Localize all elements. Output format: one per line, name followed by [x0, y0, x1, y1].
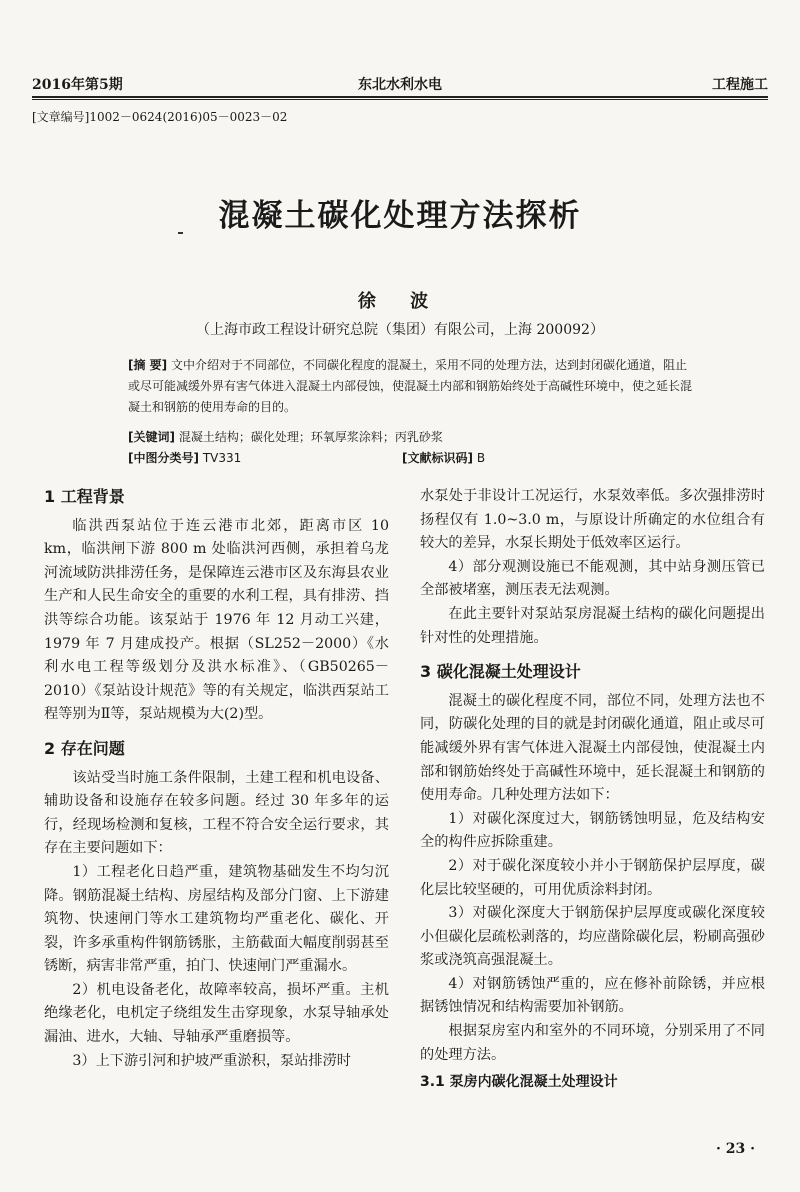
paragraph: 4）部分观测设施已不能观测，其中站身测压管已全部被堵塞，测压表无法观测。 — [420, 558, 765, 599]
affiliation: （上海市政工程设计研究总院（集团）有限公司，上海 200092） — [196, 322, 604, 338]
clc-number — [128, 448, 328, 469]
paragraph: 该站受当时施工条件限制，土建工程和机电设备、辅助设备和设施存在较多问题。经过 30 年多年的运行，经现场检测和复核，工程不符合安全运行要求，其存在主要问题如下： — [44, 769, 389, 857]
paragraph: 1）工程老化日趋严重，建筑物基础发生不均匀沉降。钢筋混凝土结构、房屋结构及部分门窗、上下游建筑物、快速闸门等水工建筑物均严重老化、碳化、开裂，许多承重构件钢筋锈胀，主筋截面大幅度削弱甚至锈断，病害非常严重，拍门、快速闸门严重漏水。 — [44, 863, 389, 975]
abstract-text: 文中介绍对于不同部位，不同碳化程度的混凝土，采用不同的处理方法，达到封闭碳化通道，阻止或尽可能减缓外界有害气体进入混凝土内部侵蚀，使混凝土内部和钢筋始终处于高碱性环境中，使之延长混凝土和钢筋的使用寿命的目的。 — [128, 358, 693, 414]
section-label: 工程施工 — [712, 77, 768, 93]
article-number: [文章编号]1002－0624(2016)05－0023－02 — [32, 110, 288, 124]
doc-code-label: [文献标识码] — [402, 451, 473, 465]
issue-label: 2016年第5期 — [32, 77, 123, 93]
keywords-text: 混凝土结构；碳化处理；环氧厚浆涂料；丙乳砂浆 — [178, 430, 443, 444]
keywords — [128, 427, 693, 448]
keywords-label: [关键词] — [128, 430, 175, 444]
paragraph: 根据泵房室内和室外的不同环境，分别采用了不同的处理方法。 — [420, 1023, 765, 1063]
paragraph: 2）机电设备老化，故障率较高，损坏严重。主机绝缘老化，电机定子绕组发生击穿现象，水泵导轴承处漏油、进水，大轴、导轴承严重磨损等。 — [44, 981, 389, 1046]
subsection-3-1-heading: 3.1 泵房内碳化混凝土处理设计 — [420, 1074, 618, 1091]
paragraph: 在此主要针对泵站泵房混凝土结构的碳化问题提出针对性的处理措施。 — [420, 605, 765, 646]
paragraph: 2）对于碳化深度较小并小于钢筋保护层厚度，碳化层比较坚硬的，可用优质涂料封闭。 — [420, 857, 765, 898]
abstract — [128, 355, 693, 418]
page-number: · 23 · — [716, 1141, 755, 1157]
paper-title: 混凝土碳化处理方法探析 — [218, 198, 582, 234]
journal-name: 东北水利水电 — [358, 77, 442, 93]
section-2-heading: 2 存在问题 — [44, 738, 125, 758]
doc-code-text: B — [476, 451, 486, 465]
paragraph: 混凝土的碳化程度不同，部位不同，处理方法也不同，防碳化处理的目的就是封闭碳化通道，阻止或尽可能减缓外界有害气体进入混凝土内部侵蚀，使混凝土内部和钢筋始终处于高碱性环境中，延长混凝土和钢筋的使用寿命。几种处理方法如下： — [420, 692, 765, 804]
left-column — [44, 485, 389, 1073]
abstract-label: [摘 要] — [128, 358, 168, 372]
paragraph: 1）对碳化深度过大，钢筋锈蚀明显，危及结构安全的构件应拆除重建。 — [420, 810, 765, 851]
running-header — [32, 74, 768, 96]
paragraph: 临洪西泵站位于连云港市北郊，距离市区 10 km，临洪闸下游 800 m 处临洪河西侧，承担着乌龙河流域防洪排涝任务，是保障连云港市区及东海县农业生产和人民生命安全的重要的水利工程，具有排涝、挡洪等综合功能。该泵站于 1976 年 12 月动工兴建，1979 年 7 月建成投产。根据（SL252－2000）《水利水电工程等级划分及洪水标准》、（GB50265－2010）《泵站设计规范》等的有关规定，临洪西泵站工程等别为Ⅱ等，泵站规模为大(2)型。 — [44, 517, 389, 723]
section-3-heading: 3 碳化混凝土处理设计 — [420, 662, 581, 682]
author: 徐 波 — [357, 291, 443, 312]
doc-code — [402, 448, 602, 469]
right-column — [420, 485, 765, 1095]
header-rule — [32, 96, 768, 98]
clc-text: TV331 — [202, 451, 242, 465]
stray-mark — [178, 232, 183, 234]
paragraph: 3）对碳化深度大于钢筋保护层厚度或碳化深度较小但碳化层疏松剥落的，均应凿除碳化层，粉刷高强砂浆或浇筑高强混凝土。 — [420, 905, 765, 969]
section-1-heading: 1 工程背景 — [44, 487, 125, 506]
paragraph: 3）上下游引河和护坡严重淤积，泵站排涝时 — [72, 1052, 351, 1069]
paragraph: 4）对钢筋锈蚀严重的，应在修补前除锈，并应根据锈蚀情况和结构需要加补钢筋。 — [420, 975, 765, 1016]
clc-label: [中图分类号] — [128, 451, 199, 465]
header-rule-thin — [32, 99, 768, 100]
paragraph: 水泵处于非设计工况运行，水泵效率低。多次强排涝时扬程仅有 1.0~3.0 m，与原设计所确定的水位组合有较大的差异，水泵长期处于低效率区运行。 — [420, 488, 765, 552]
